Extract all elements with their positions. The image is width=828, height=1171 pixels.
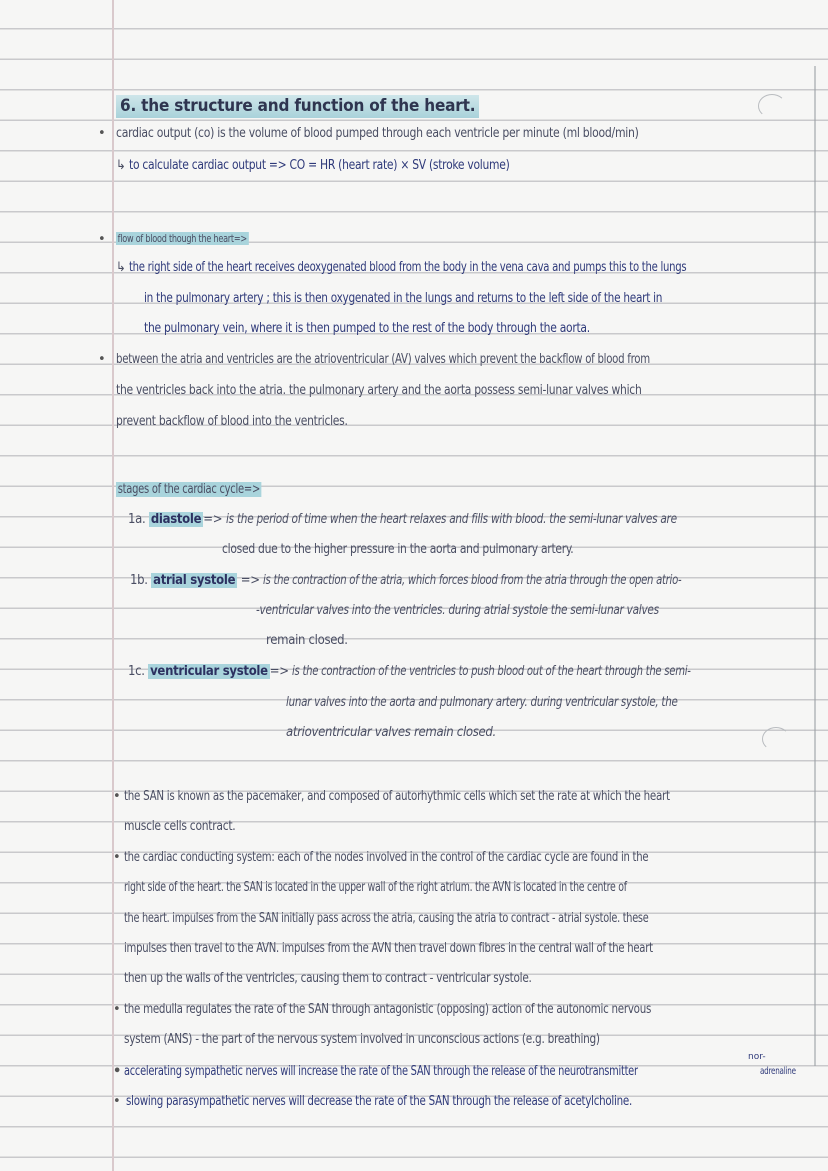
arrow-icon: ↳ (116, 158, 126, 173)
formula-text: to calculate cardiac output => CO = HR (heart rate) × SV (stroke volume) (128, 158, 510, 173)
title-text: 6. the structure and function of the heart. (116, 95, 479, 118)
stage-text: is the contraction of the atria, which forces blood from the atria through the open atrio- (263, 573, 682, 588)
arrow-icon: => (269, 664, 289, 679)
bullet-icon: • (98, 352, 106, 367)
blood-flow-text: the right side of the heart receives deoxygenated blood from the body in the vena cava and pumps this to the lungs (128, 260, 687, 275)
punch-hole-icon (762, 727, 790, 751)
page-title (116, 96, 479, 116)
stage-label: 1a. (128, 512, 146, 527)
margin-line (112, 0, 114, 1171)
stage-text: is the contraction of the ventricles to push blood out of the heart through the semi- (292, 664, 691, 679)
stage-label: 1b. (130, 573, 148, 588)
arrow-icon: => (240, 573, 260, 588)
stage-term: atrial systole (153, 573, 236, 588)
stage-1c-line-2: lunar valves into the aorta and pulmonary artery. during ventricular systole, the (286, 695, 678, 710)
bullet-icon: • (113, 1002, 121, 1017)
conducting-line-3: the heart. impulses from the SAN initially pass across the atria, causing the atria to contract - atrial systole. these (124, 911, 649, 926)
parasympathetic-line: slowing parasympathetic nerves will decrease the rate of the SAN through the release of acetylcholine. (126, 1094, 632, 1109)
medulla-line-1: the medulla regulates the rate of the SAN through antagonistic (opposing) action of the autonomic nervous (124, 1002, 652, 1017)
cardiac-output-definition: cardiac output (co) is the volume of blood pumped through each ventricle per minute (ml blood/min) (116, 126, 639, 141)
stage-1a-line-2: closed due to the higher pressure in the aorta and pulmonary artery. (222, 542, 574, 557)
blood-flow-line-2: in the pulmonary artery ; this is then oxygenated in the lungs and returns to the left side of the heart in (144, 291, 663, 306)
page-edge (814, 66, 816, 1066)
bullet-icon: • (113, 1094, 121, 1109)
valves-line-1: between the atria and ventricles are the atrioventricular (AV) valves which prevent the backflow of blood from (116, 352, 650, 367)
stage-1c (128, 664, 756, 679)
san-line-1: the SAN is known as the pacemaker, and composed of autorhythmic cells which set the rate at which the heart (124, 789, 670, 804)
stage-1b-line-2: -ventricular valves into the ventricles. during atrial systole the semi-lunar valves (256, 603, 659, 618)
stage-term: ventricular systole (150, 664, 268, 679)
stage-label: 1c. (128, 664, 145, 679)
stage-1b-line-3: remain closed. (266, 633, 348, 648)
blood-flow-heading (116, 232, 278, 245)
blood-flow-line-3: the pulmonary vein, where it is then pumped to the rest of the body through the aorta. (144, 321, 590, 336)
arrow-icon: ↳ (116, 260, 126, 275)
bullet-icon: • (98, 232, 106, 247)
stage-1b (130, 573, 750, 588)
cardiac-cycle-heading (116, 482, 287, 497)
conducting-line-2: right side of the heart. the SAN is located in the upper wall of the right atrium. the AVN is located in the centre of (124, 880, 627, 895)
nor-insert-text: nor- (748, 1052, 766, 1062)
cardiac-output-formula (116, 158, 543, 173)
bullet-icon: • (98, 126, 106, 141)
stage-1a (128, 512, 727, 527)
stage-1c-line-3: atrioventricular valves remain closed. (286, 725, 496, 740)
medulla-line-2: system (ANS) - the part of the nervous system involved in unconscious actions (e.g. breathing) (124, 1032, 600, 1047)
punch-hole-icon (758, 94, 786, 118)
conducting-line-5: then up the walls of the ventricles, causing them to contract - ventricular systole. (124, 971, 532, 986)
bullet-icon: • (113, 850, 121, 865)
conducting-line-1: the cardiac conducting system: each of the nodes involved in the control of the cardiac cycle are found in the (124, 850, 649, 865)
valves-line-2: the ventricles back into the atria. the pulmonary artery and the aorta possess semi-lunar valves which (116, 383, 642, 398)
stage-text: is the period of time when the heart relaxes and fills with blood. the semi-lunar valves are (225, 512, 677, 527)
san-line-2: muscle cells contract. (124, 819, 236, 834)
arrow-icon: => (203, 512, 223, 527)
bullet-icon: • (113, 1064, 122, 1079)
conducting-line-4: impulses then travel to the AVN. impulses from the AVN then travel down fibres in the central wall of the heart (124, 941, 653, 956)
stage-term: diastole (150, 512, 202, 527)
cardiac-cycle-heading-text: stages of the cardiac cycle=> (117, 482, 261, 497)
blood-flow-line-1 (116, 260, 777, 275)
blood-flow-heading-text: flow of blood though the heart=> (117, 232, 247, 245)
adrenaline-text: adrenaline (760, 1066, 796, 1077)
bullet-icon: • (113, 789, 121, 804)
valves-line-3: prevent backflow of blood into the ventricles. (116, 414, 348, 429)
sympathetic-line: accelerating sympathetic nerves will increase the rate of the SAN through the release of the neurotransmitter (124, 1064, 638, 1079)
